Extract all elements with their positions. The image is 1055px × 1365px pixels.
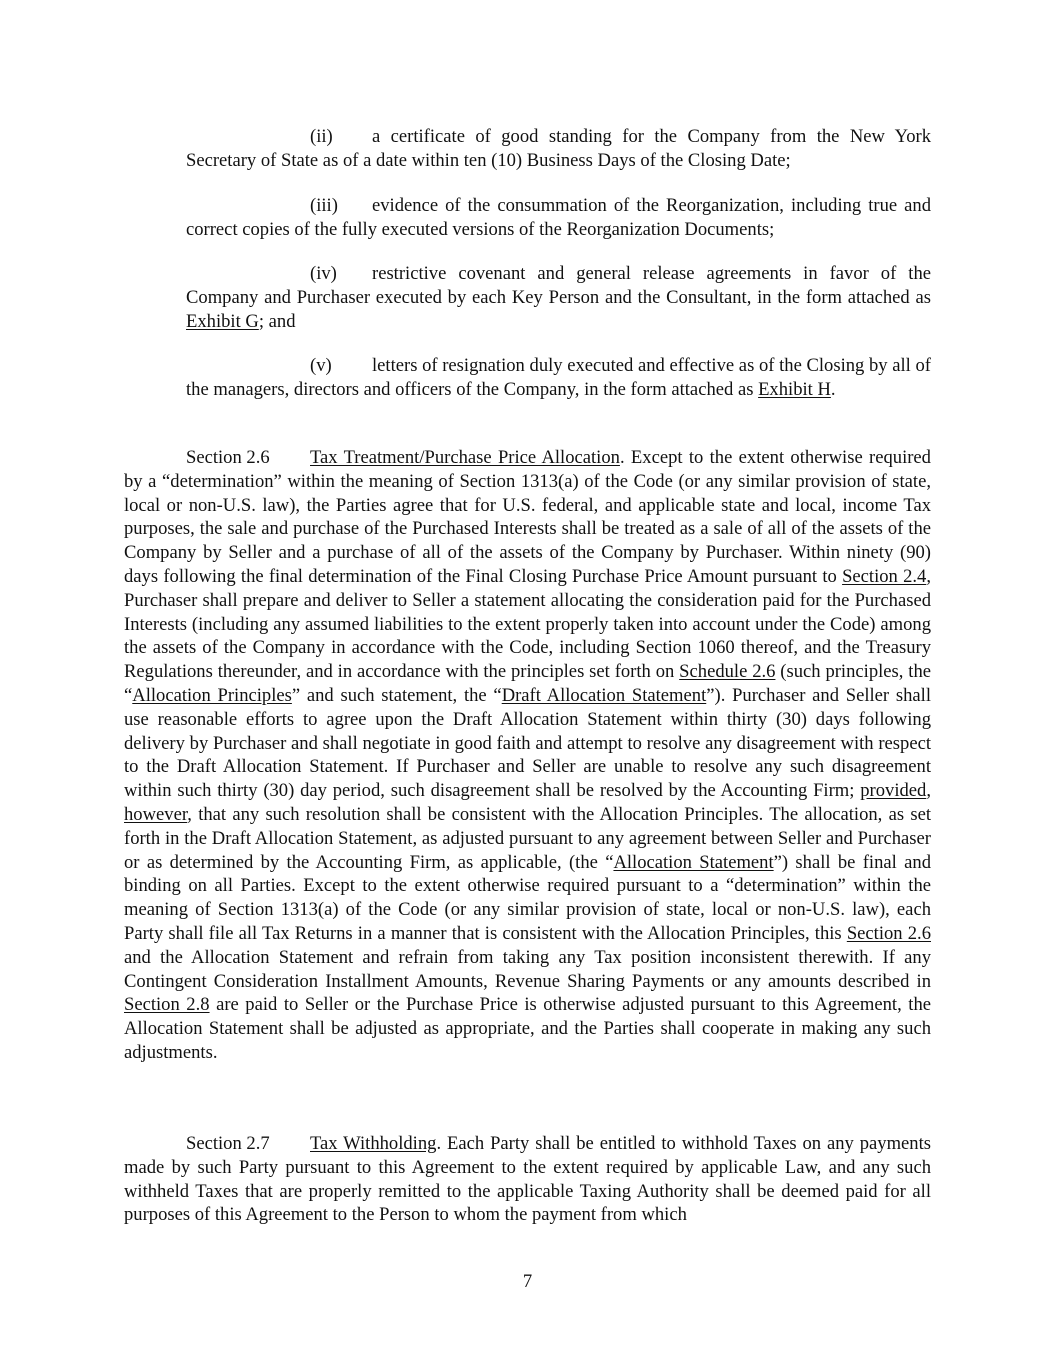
text-run: . Except to the extent otherwise required by a “determination” within the meaning of Section 1313(a) of the Code (or any similar provision of state, local or non-U.S. law), the Parties agree that for U.S. federal, and applicable state and local, income Tax purposes, the sale and purchase of the Purchased Interests shall be treated as a sale of all of the assets of the Company by Seller and a purchase of all of the assets of the Company by Purchaser. Within ninety (90) days following the final determination of the Final Closing Purchase Price Amount pursuant to [124,447,931,587]
text-run: ”). Purchaser and Seller shall use reasonable efforts to agree upon the Draft Allocation Statement within thirty (30) days following delivery by Purchaser and shall negotiate in good faith and attempt to resolve any disagreement with respect to the Draft Allocation Statement. If Purchaser and Seller are unable to resolve any such disagreement within such thirty (30) day period, such disagreement shall be resolved by the Accounting Firm; [124,684,931,802]
defined-term-reference: Draft Allocation Statement [501,684,707,706]
list-item-iii [186,194,931,242]
text-run: (such principles, the “ [124,661,931,706]
text-run: a certificate of good standing for the Company from the New York Secretary of State as of a date within ten (10) Business Days of the Closing Date; [186,126,931,171]
item-text [186,195,931,240]
defined-term-reference: Exhibit G [186,310,259,332]
text-run: , that any such resolution shall be consistent with the Allocation Principles. The allocation, as set forth in the Draft Allocation Statement, as adjusted pursuant to any agreement between Seller and Purchaser or as determined by the Accounting Firm, as applicable, (the “ [124,803,931,873]
list-item-v [186,354,931,402]
defined-term-reference: Section 2.8 [124,994,210,1016]
section-text [124,447,931,1063]
defined-term-reference: Allocation Principles [132,684,292,706]
text-run: ; and [258,310,296,332]
defined-term-reference: Tax Treatment/Purchase Price Allocation [310,447,620,468]
item-number: (v) [310,355,332,376]
defined-term-reference: provided [860,780,927,802]
item-number: (iii) [310,195,338,216]
list-item-iv [186,262,931,333]
section-2-6-paragraph [124,446,931,1065]
section-2-7-paragraph [124,1132,931,1227]
section-number: Section 2.6 [186,447,270,468]
list-item-ii [186,125,931,173]
text-run: evidence of the consummation of the Reorganization, including true and correct copies of the fully executed versions of the Reorganization Documents; [186,195,931,240]
item-number: (iv) [310,263,337,284]
text-run: are paid to Seller or the Purchase Price is otherwise adjusted pursuant to this Agreement, the Allocation Statement shall be adjusted as appropriate, and the Parties shall cooperate in making any such adjustments. [124,994,931,1063]
defined-term-reference: Exhibit H [758,378,831,400]
text-run: . Each Party shall be entitled to withhold Taxes on any payments made by such Party pursuant to this Agreement to the extent required by applicable Law, and any such withheld Taxes that are properly remitted to the applicable Taxing Authority shall be deemed paid for all purposes of this Agreement to the Person to whom the payment from which [124,1133,931,1226]
text-run: letters of resignation duly executed and effective as of the Closing by all of the managers, directors and officers of the Company, in the form attached as [186,355,931,400]
defined-term-reference: Tax Withholding [310,1133,437,1154]
text-run: ” and such statement, the “ [291,684,502,706]
section-number: Section 2.7 [186,1133,270,1154]
defined-term-reference: Section 2.4 [842,565,927,587]
text-run: and the Allocation Statement and refrain from taking any Tax position inconsistent therewith. If any Contingent Consideration Installment Amounts, Revenue Sharing Payments or any amounts described in [124,946,931,992]
text-run: , [926,780,931,802]
text-run: ”) shall be final and binding on all Parties. Except to the extent otherwise required pursuant to a “determination” within the meaning of Section 1313(a) of the Code (or any similar provision of state, local or non-U.S. law), each Party shall file all Tax Returns in a manner that is consistent with the Allocation Principles, this [124,851,931,944]
text-run: . [830,378,836,400]
item-text [186,355,931,400]
text-run: , Purchaser shall prepare and deliver to Seller a statement allocating the consideration paid for the Purchased Interests (including any assumed liabilities to the extent properly taken into account under the Code) among the assets of the Company in accordance with the Code, including Section 1060 thereof, and the Treasury Regulations thereunder, and in accordance with the principles set forth on [124,565,931,683]
defined-term-reference: Section 2.6 [846,922,931,944]
page-number: 7 [522,1271,533,1292]
defined-term-reference: however [124,803,188,825]
defined-term-reference: Allocation Statement [613,851,774,873]
item-text [186,263,931,332]
text-run: restrictive covenant and general release agreements in favor of the Company and Purchaser executed by each Key Person and the Consultant, in the form attached as [186,263,931,308]
item-number: (ii) [310,126,333,147]
item-text [186,126,931,171]
defined-term-reference: Schedule 2.6 [679,661,776,683]
